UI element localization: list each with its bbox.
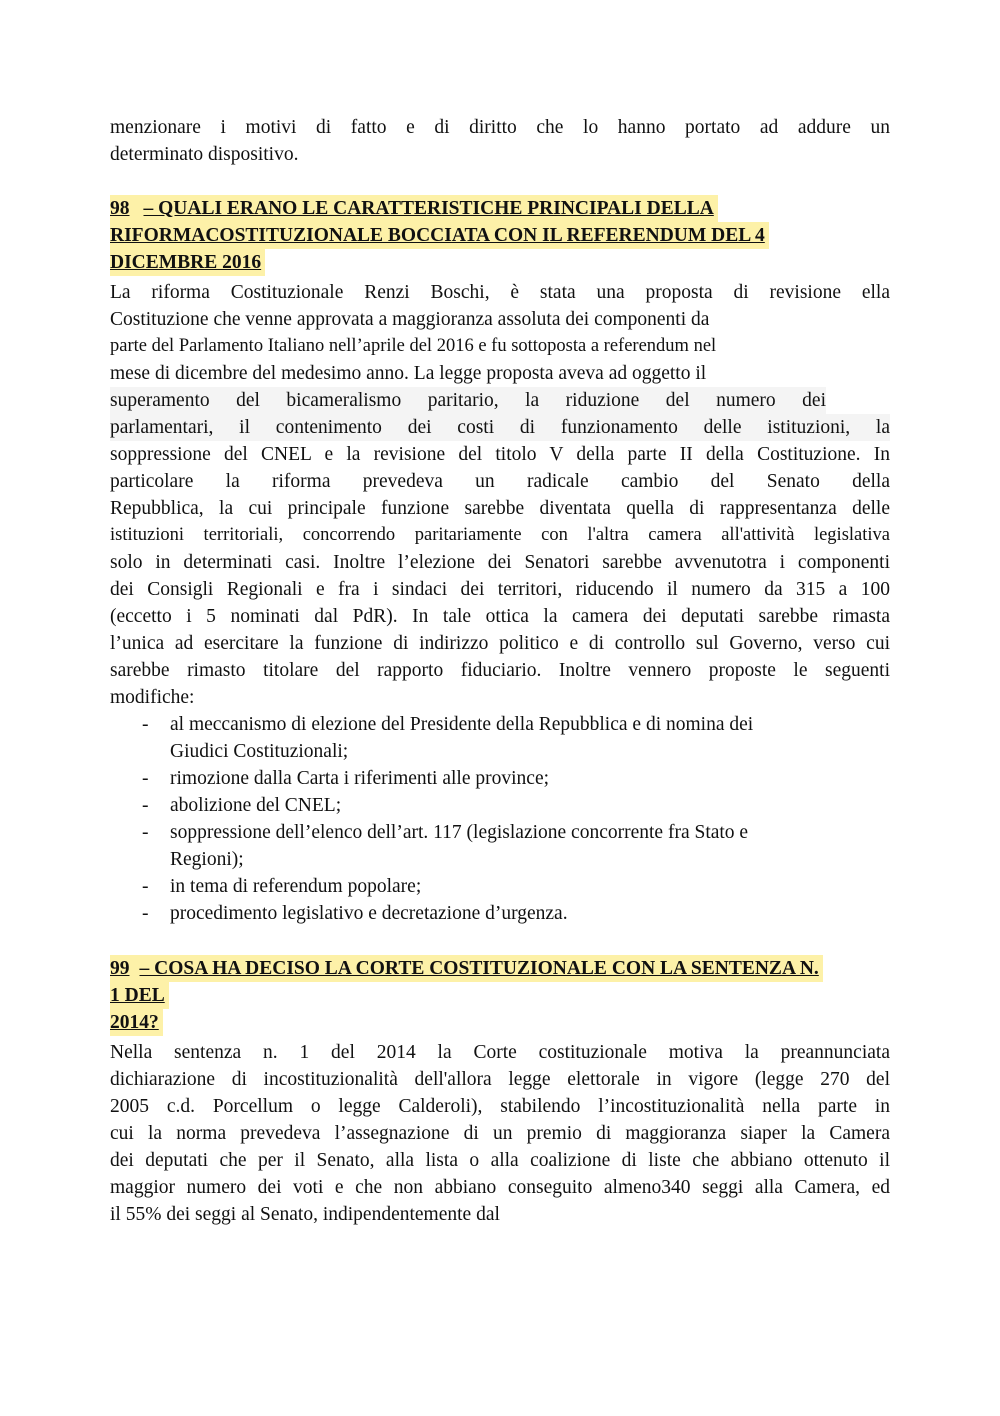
answer-line: dichiarazione di incostituzionalità dell'allora legge elettorale in vigore (legge 270 del — [110, 1069, 890, 1090]
answer-line: soppressione del CNEL e la revisione del titolo V della parte II della Costituzione. In — [110, 444, 890, 465]
list-dash: - — [142, 795, 149, 816]
answer-line: Nella sentenza n. 1 del 2014 la Corte costituzionale motiva la preannunciata — [110, 1042, 890, 1063]
answer-line: sarebbe rimasto titolare del rapporto fiduciario. Inoltre vennero proposte le seguenti — [110, 660, 890, 681]
answer-line: il 55% dei seggi al Senato, indipendentemente dal — [110, 1204, 500, 1225]
question-99-title-line: 99 – COSA HA DECISO LA CORTE COSTITUZIONALE CON LA SENTENZA N. — [110, 955, 823, 982]
answer-line: parlamentari, il contenimento dei costi di funzionamento delle istituzioni, la — [110, 414, 890, 441]
list-dash: - — [142, 714, 149, 735]
list-item: - soppressione dell’elenco dell’art. 117 (legislazione concorrente fra Stato e Regioni); — [110, 819, 890, 873]
question-99-title-line: 2014? — [110, 1009, 163, 1036]
question-98-title-line: RIFORMACOSTITUZIONALE BOCCIATA CON IL REFERENDUM DEL 4 — [110, 222, 769, 249]
intro-line: menzionare i motivi di fatto e di diritto che lo hanno portato ad addure un — [110, 117, 890, 138]
list-dash: - — [142, 876, 149, 897]
list-dash: - — [142, 768, 149, 789]
answer-line: dei Consigli Regionali e fra i sindaci dei territori, riducendo il numero da 315 a 100 — [110, 579, 890, 600]
answer-line: maggior numero dei voti e che non abbiano conseguito almeno340 seggi alla Camera, ed — [110, 1177, 890, 1198]
list-item: - rimozione dalla Carta i riferimenti alle province; — [110, 765, 890, 792]
answer-line: modifiche: — [110, 687, 195, 708]
question-99-number: 99 — [110, 958, 130, 979]
answer-line: Repubblica, la cui principale funzione sarebbe diventata quella di rappresentanza delle — [110, 498, 890, 519]
answer-line: solo in determinati casi. Inoltre l’elezione dei Senatori sarebbe avvenutotra i componenti — [110, 552, 890, 573]
intro-paragraph — [110, 114, 890, 168]
question-98-title-line: 98 – QUALI ERANO LE CARATTERISTICHE PRINCIPALI DELLA — [110, 195, 718, 222]
answer-line: dei deputati che per il Senato, alla lista o alla coalizione di liste che abbiano ottenuto il — [110, 1150, 890, 1171]
intro-line: determinato dispositivo. — [110, 144, 299, 165]
answer-line: cui la norma prevedeva l’assegnazione di un premio di maggioranza siaper la Camera — [110, 1123, 890, 1144]
list-dash: - — [142, 903, 149, 924]
answer-line: parte del Parlamento Italiano nell’aprile del 2016 e fu sottoposta a referendum nel — [110, 336, 717, 356]
answer-line: mese di dicembre del medesimo anno. La legge proposta aveva ad oggetto il — [110, 363, 707, 384]
modifications-list — [110, 711, 890, 927]
question-98-title-line: DICEMBRE 2016 — [110, 249, 265, 276]
list-dash: - — [142, 822, 149, 843]
answer-line: La riforma Costituzionale Renzi Boschi, è stata una proposta di revisione ella — [110, 282, 890, 303]
question-98-number: 98 — [110, 198, 130, 219]
question-98-answer — [110, 279, 890, 927]
question-98-heading — [110, 195, 890, 276]
answer-line: Costituzione che venne approvata a maggioranza assoluta dei componenti da — [110, 309, 710, 330]
answer-line: 2005 c.d. Porcellum o legge Calderoli), stabilendo l’incostituzionalità nella parte in — [110, 1096, 890, 1117]
answer-line: superamento del bicameralismo paritario, la riduzione del numero dei — [110, 387, 826, 414]
list-item: - al meccanismo di elezione del Presidente della Repubblica e di nomina dei Giudici Costituzionali; — [110, 711, 890, 765]
answer-line: istituzioni territoriali, concorrendo paritariamente con l'altra camera all'attività legislativa — [110, 525, 890, 545]
answer-line: l’unica ad esercitare la funzione di indirizzo politico e di controllo sul Governo, verso cui — [110, 633, 890, 654]
list-item: - procedimento legislativo e decretazione d’urgenza. — [110, 900, 890, 927]
question-99-answer — [110, 1039, 890, 1228]
question-99-heading — [110, 955, 890, 1036]
list-item: - abolizione del CNEL; — [110, 792, 890, 819]
answer-line: (eccetto i 5 nominati dal PdR). In tale ottica la camera dei deputati sarebbe rimasta — [110, 606, 890, 627]
question-99-title-line: 1 DEL — [110, 982, 169, 1009]
answer-line: particolare la riforma prevedeva un radicale cambio del Senato della — [110, 471, 890, 492]
list-item: - in tema di referendum popolare; — [110, 873, 890, 900]
